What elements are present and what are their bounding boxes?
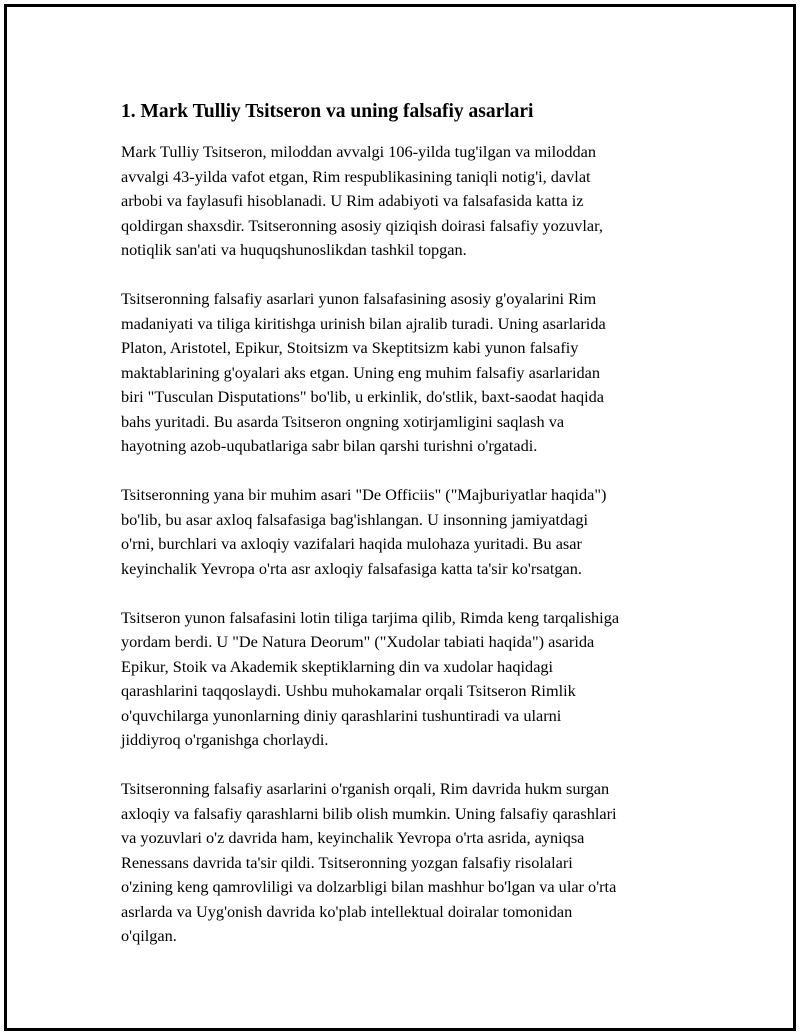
document-title: 1. Mark Tulliy Tsitseron va uning falsafiy asarlari <box>121 101 534 122</box>
text-line: Mark Tulliy Tsitseron, miloddan avvalgi 106-yilda tug'ilgan va miloddan <box>121 142 596 161</box>
text-line: hayotning azob-uqubatlariga sabr bilan qarshi turishni o'rgatadi. <box>121 436 538 455</box>
text-line: maktablarining g'oyalari aks etgan. Uning eng muhim falsafiy asarlaridan <box>121 362 601 382</box>
text-line: Renessans davrida ta'sir qildi. Tsitseronning yozgan falsafiy risolalari <box>121 852 573 872</box>
page-border <box>4 4 796 1031</box>
text-line: o'qilgan. <box>121 926 177 945</box>
text-line: Platon, Aristotel, Epikur, Stoitsizm va Skeptitsizm kabi yunon falsafiy <box>121 338 579 357</box>
text-line: Tsitseronning yana bir muhim asari "De Officiis" ("Majburiyatlar haqida") <box>121 485 607 504</box>
text-line: jiddiyroq o'rganishga chorlaydi. <box>121 730 329 749</box>
text-line: qoldirgan shaxsdir. Tsitseronning asosiy qiziqish doirasi falsafiy yozuvlar, <box>121 215 603 235</box>
document-body <box>121 99 691 973</box>
paragraph <box>121 606 691 753</box>
text-line: asrlarda va Uyg'onish davrida ko'plab intellektual doiralar tomonidan <box>121 901 573 921</box>
paragraph <box>121 140 691 263</box>
text-line: Epikur, Stoik va Akademik skeptiklarning din va xudolar haqidagi <box>121 656 554 676</box>
text-line: qarashlarini taqqoslaydi. Ushbu muhokamalar orqali Tsitseron Rimlik <box>121 681 576 700</box>
text-line: notiqlik san'ati va huquqshunoslikdan tashkil topgan. <box>121 240 467 259</box>
text-line: arbobi va faylasufi hisoblanadi. U Rim adabiyoti va falsafasida katta iz <box>121 191 584 210</box>
text-line: o'rni, burchlari va axloqiy vazifalari haqida mulohaza yuritadi. Bu asar <box>121 534 582 553</box>
paragraph <box>121 287 691 459</box>
text-line: bahs yuritadi. Bu asarda Tsitseron ongning xotirjamligini saqlash va <box>121 411 565 431</box>
text-line: o'zining keng qamrovliligi va dolzarbligi bilan mashhur bo'lgan va ular o'rta <box>121 877 617 896</box>
paragraph <box>121 777 691 949</box>
text-line: Tsitseron yunon falsafasini lotin tiliga tarjima qilib, Rimda keng tarqalishiga <box>121 607 620 627</box>
text-line: avvalgi 43-yilda vafot etgan, Rim respublikasining taniqli notig'i, davlat <box>121 166 591 186</box>
text-line: bo'lib, bu asar axloq falsafasiga bag'ishlangan. U insonning jamiyatdagi <box>121 509 589 529</box>
text-line: Tsitseronning falsafiy asarlari yunon falsafasining asosiy g'oyalarini Rim <box>121 289 597 308</box>
text-line: yordam berdi. U "De Natura Deorum" ("Xudolar tabiati haqida") asarida <box>121 632 595 651</box>
text-line: keyinchalik Yevropa o'rta asr axloqiy falsafasiga katta ta'sir ko'rsatgan. <box>121 558 582 578</box>
text-line: o'quvchilarga yunonlarning diniy qarashlarini tushuntiradi va ularni <box>121 705 562 725</box>
paragraph <box>121 483 691 581</box>
text-line: biri "Tusculan Disputations" bo'lib, u erkinlik, do'stlik, baxt-saodat haqida <box>121 387 604 406</box>
text-line: madaniyati va tiliga kiritishga urinish bilan ajralib turadi. Uning asarlarida <box>121 313 606 333</box>
text-line: va yozuvlari o'z davrida ham, keyinchalik Yevropa o'rta asrida, ayniqsa <box>121 828 585 847</box>
text-line: Tsitseronning falsafiy asarlarini o'rganish orqali, Rim davrida hukm surgan <box>121 779 610 798</box>
text-line: axloqiy va falsafiy qarashlarni bilib olish mumkin. Uning falsafiy qarashlari <box>121 803 617 823</box>
